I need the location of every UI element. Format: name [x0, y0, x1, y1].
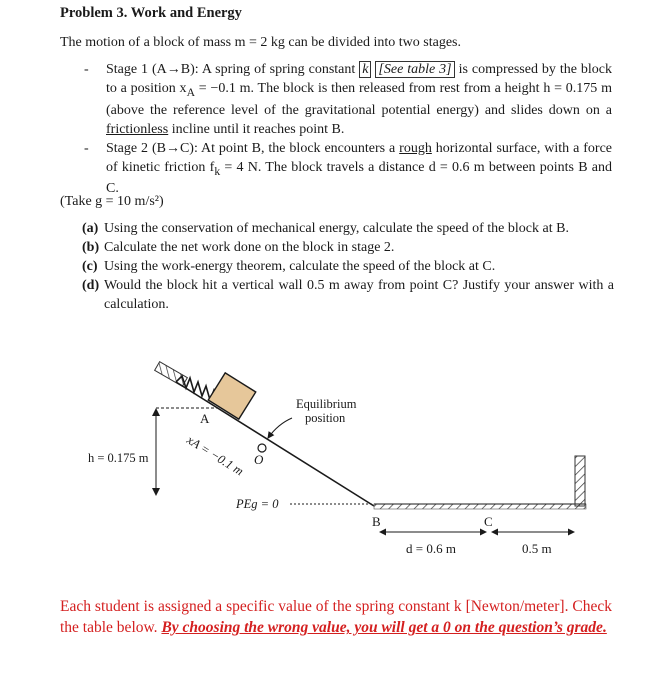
part-d-label: (d): [82, 278, 100, 294]
stage-2-text: Stage 2 (B→C): At point B, the block encounters a: [106, 140, 400, 156]
stage-2-bullet: -: [84, 140, 89, 156]
stage-1-text: Stage 1 (A→B): A spring of spring constant: [106, 62, 360, 77]
equilibrium-label-2: position: [305, 411, 346, 425]
stage-list: [84, 60, 612, 198]
subscript-k: k: [214, 164, 221, 178]
frictionless-emphasis: frictionless: [106, 121, 169, 137]
xa-label: xA = −0.1 m: [184, 432, 246, 479]
part-c-text: Using the work-energy theorem, calculate the speed of the block at C.: [104, 259, 496, 275]
stage-2-text-2: horizontal surface, with a force of kinetic friction f: [106, 140, 613, 175]
instruction-note: [60, 596, 612, 639]
see-table-reference: [See table 3]: [375, 61, 454, 78]
part-b-text: Calculate the net work done on the block in stage 2.: [104, 240, 395, 256]
part-c: [82, 257, 614, 276]
stage-1: [84, 60, 612, 139]
height-arrow-top: [152, 408, 160, 416]
stage-2-text-end: = 4 N. The block travels a distance d = 0.6 m between points B and C.: [106, 159, 612, 197]
block: [208, 373, 255, 419]
part-d-text: Would the block hit a vertical wall 0.5 m away from point C? Justify your answer with a calculation.: [104, 278, 614, 313]
pe-zero-label: PEg = 0: [236, 497, 279, 511]
stage-1-text-3: = −0.1 m. The block is then released from rest from a height h = 0.175 m (above the reference level of the gravitational potential energy) and slides down on a: [106, 81, 612, 118]
equilibrium-label-1: Equilibrium: [296, 397, 357, 411]
stage-1-text-2: is compressed by the block to a position x: [106, 62, 612, 97]
rough-emphasis: rough: [399, 140, 432, 156]
part-a: [82, 219, 614, 238]
part-d: [82, 276, 614, 314]
take-g-note: (Take g = 10 m/s²): [60, 194, 164, 209]
equilibrium-arrow: [268, 418, 292, 438]
question-parts: [82, 219, 614, 314]
problem-intro: The motion of a block of mass m = 2 kg can be divided into two stages.: [60, 35, 461, 50]
part-a-text: Using the conservation of mechanical energy, calculate the speed of the block at B.: [104, 221, 569, 236]
subscript-a: A: [186, 85, 195, 99]
point-c-label: C: [484, 514, 493, 529]
spring-constant-symbol: k: [359, 61, 371, 78]
right-wall: [575, 456, 585, 506]
incline-figure: [0, 320, 668, 580]
upper-wall: [155, 362, 188, 387]
point-o-label: O: [254, 452, 264, 467]
part-a-label: (a): [82, 221, 99, 236]
point-a-label: A: [200, 411, 210, 426]
problem-title: Problem 3. Work and Energy: [60, 5, 242, 21]
part-c-label: (c): [82, 259, 98, 275]
rough-surface: [374, 504, 586, 509]
height-label: h = 0.175 m: [88, 451, 149, 465]
stage-2: [84, 139, 612, 199]
equilibrium-marker: [258, 444, 266, 452]
note-text: Each student is assigned a specific value of the spring constant k [Newton/meter]. Check the table below.: [60, 598, 612, 637]
part-b-label: (b): [82, 240, 100, 256]
note-warning: By choosing the wrong value, you will get a 0 on the question’s grade.: [161, 619, 607, 637]
distance-d-label: d = 0.6 m: [406, 541, 456, 556]
height-arrow-bottom: [152, 488, 160, 496]
stage-1-text-end: incline until it reaches point B.: [168, 121, 345, 137]
stage-1-bullet: -: [84, 62, 89, 77]
part-b: [82, 238, 614, 257]
distance-wall-label: 0.5 m: [522, 541, 552, 556]
point-b-label: B: [372, 514, 381, 529]
